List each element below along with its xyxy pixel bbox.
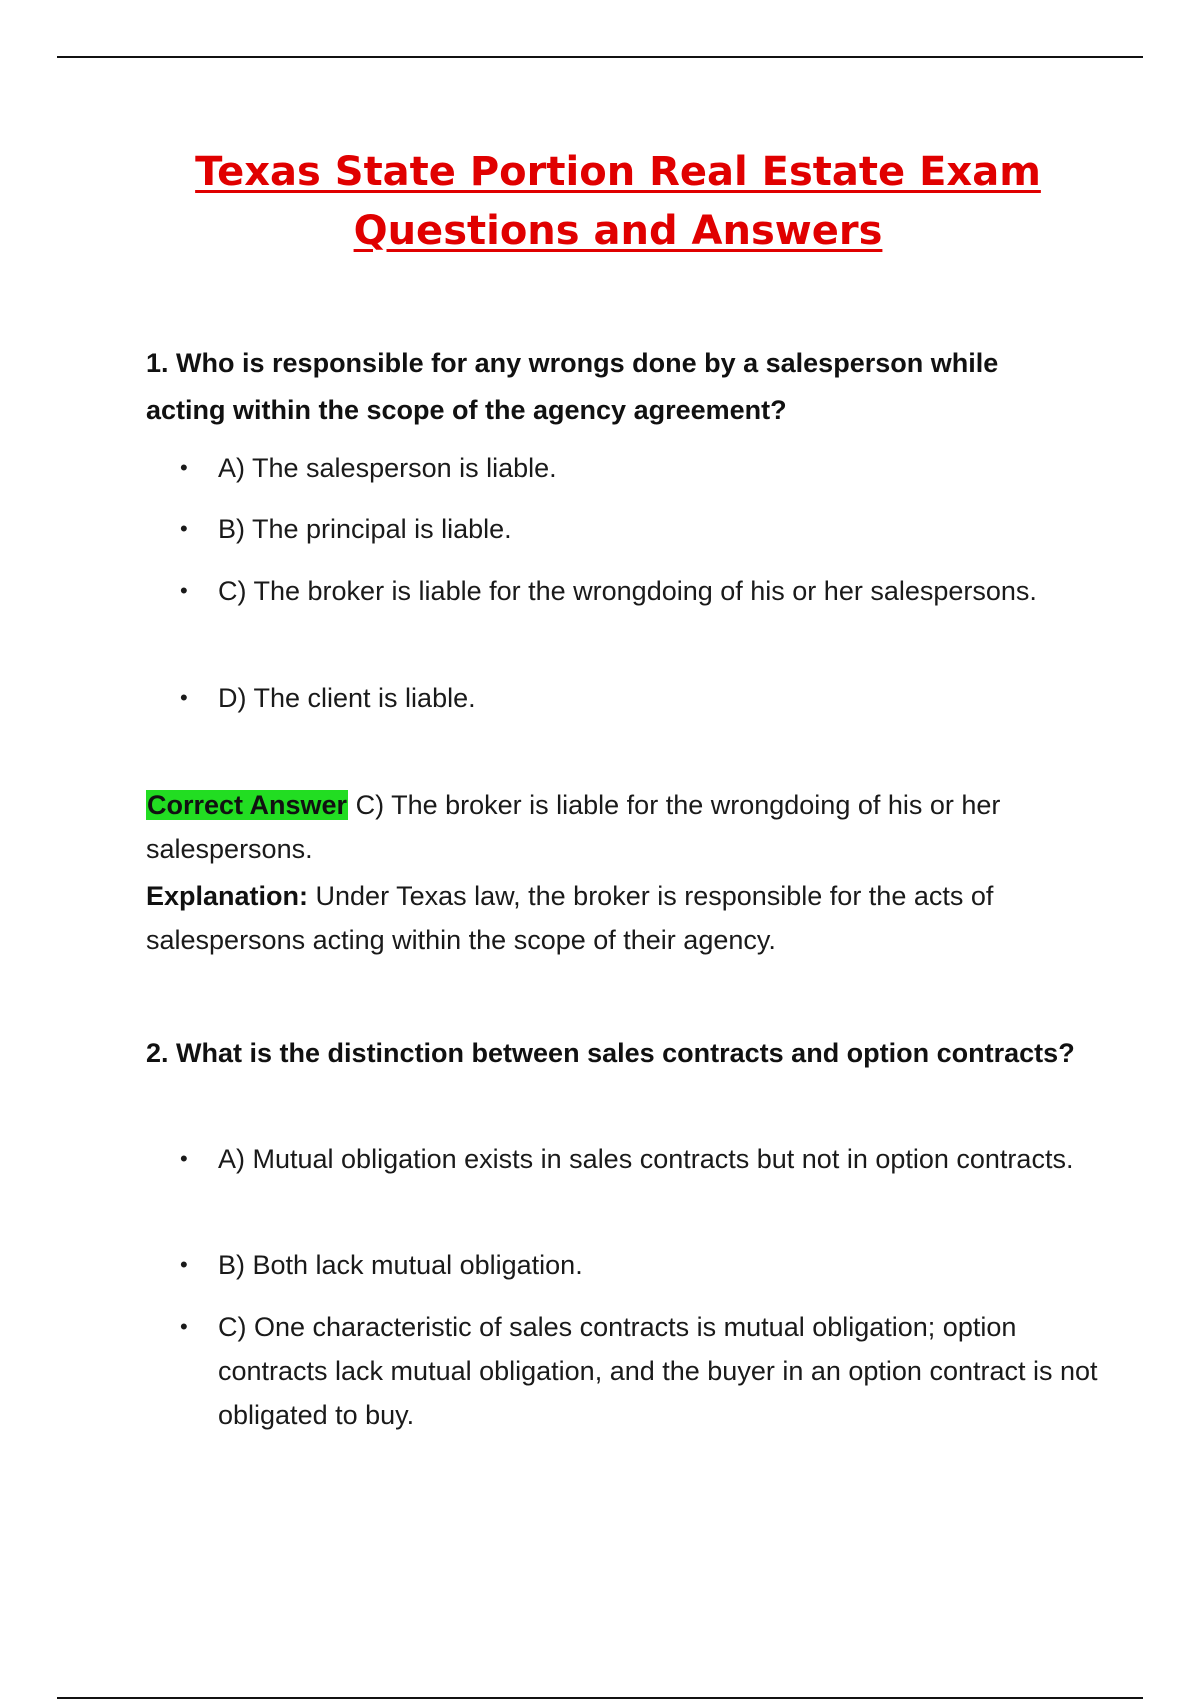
bottom-rule [57, 1697, 1143, 1699]
question-1-option-a [180, 446, 1098, 490]
option-text: D) The client is liable. [218, 683, 476, 713]
question-1-option-d [180, 676, 1098, 720]
question-2-option-c [180, 1305, 1098, 1437]
option-text: C) The broker is liable for the wrongdoing of his or her salespersons. [218, 576, 1037, 606]
question-2-option-a [180, 1137, 1098, 1181]
top-rule [57, 56, 1143, 58]
bullet-icon: • [180, 1314, 188, 1339]
bullet-icon: • [180, 455, 188, 480]
question-1-answer [146, 783, 1086, 871]
option-text: C) One characteristic of sales contracts is mutual obligation; option contracts lack mutual obligation, and the buyer in an option contract is not obligated to buy. [218, 1312, 1098, 1430]
option-text: B) The principal is liable. [218, 514, 512, 544]
question-2-number: 2. [146, 1038, 169, 1068]
bullet-icon: • [180, 1252, 188, 1277]
question-2-option-b [180, 1243, 1098, 1287]
question-2 [146, 1030, 1076, 1077]
bullet-icon: • [180, 578, 188, 603]
bullet-icon: • [180, 685, 188, 710]
option-text: B) Both lack mutual obligation. [218, 1250, 583, 1280]
question-1-option-b [180, 507, 1098, 551]
document-title [100, 143, 1136, 261]
explanation-text: Under Texas law, the broker is responsible for the acts of salespersons acting within the scope of their agency. [146, 881, 994, 955]
question-2-text: What is the distinction between sales contracts and option contracts? [176, 1038, 1075, 1068]
question-1-option-c [180, 569, 1098, 613]
bullet-icon: • [180, 1146, 188, 1171]
title-line-1: Texas State Portion Real Estate Exam [195, 149, 1041, 195]
question-1 [146, 340, 1076, 434]
option-text: A) The salesperson is liable. [218, 453, 557, 483]
correct-answer-badge: Correct Answer [147, 790, 348, 820]
bullet-icon: • [180, 516, 188, 541]
option-text: A) Mutual obligation exists in sales contracts but not in option contracts. [218, 1144, 1074, 1174]
explanation-label: Explanation: [146, 881, 309, 911]
question-1-explanation [146, 874, 1086, 962]
correct-answer-text: C) The broker is liable for the wrongdoing of his or her salespersons. [146, 790, 1001, 864]
title-line-2: Questions and Answers [353, 208, 883, 254]
question-1-text: Who is responsible for any wrongs done by a salesperson while acting within the scope of the agency agreement? [146, 348, 999, 425]
question-1-number: 1. [146, 348, 169, 378]
